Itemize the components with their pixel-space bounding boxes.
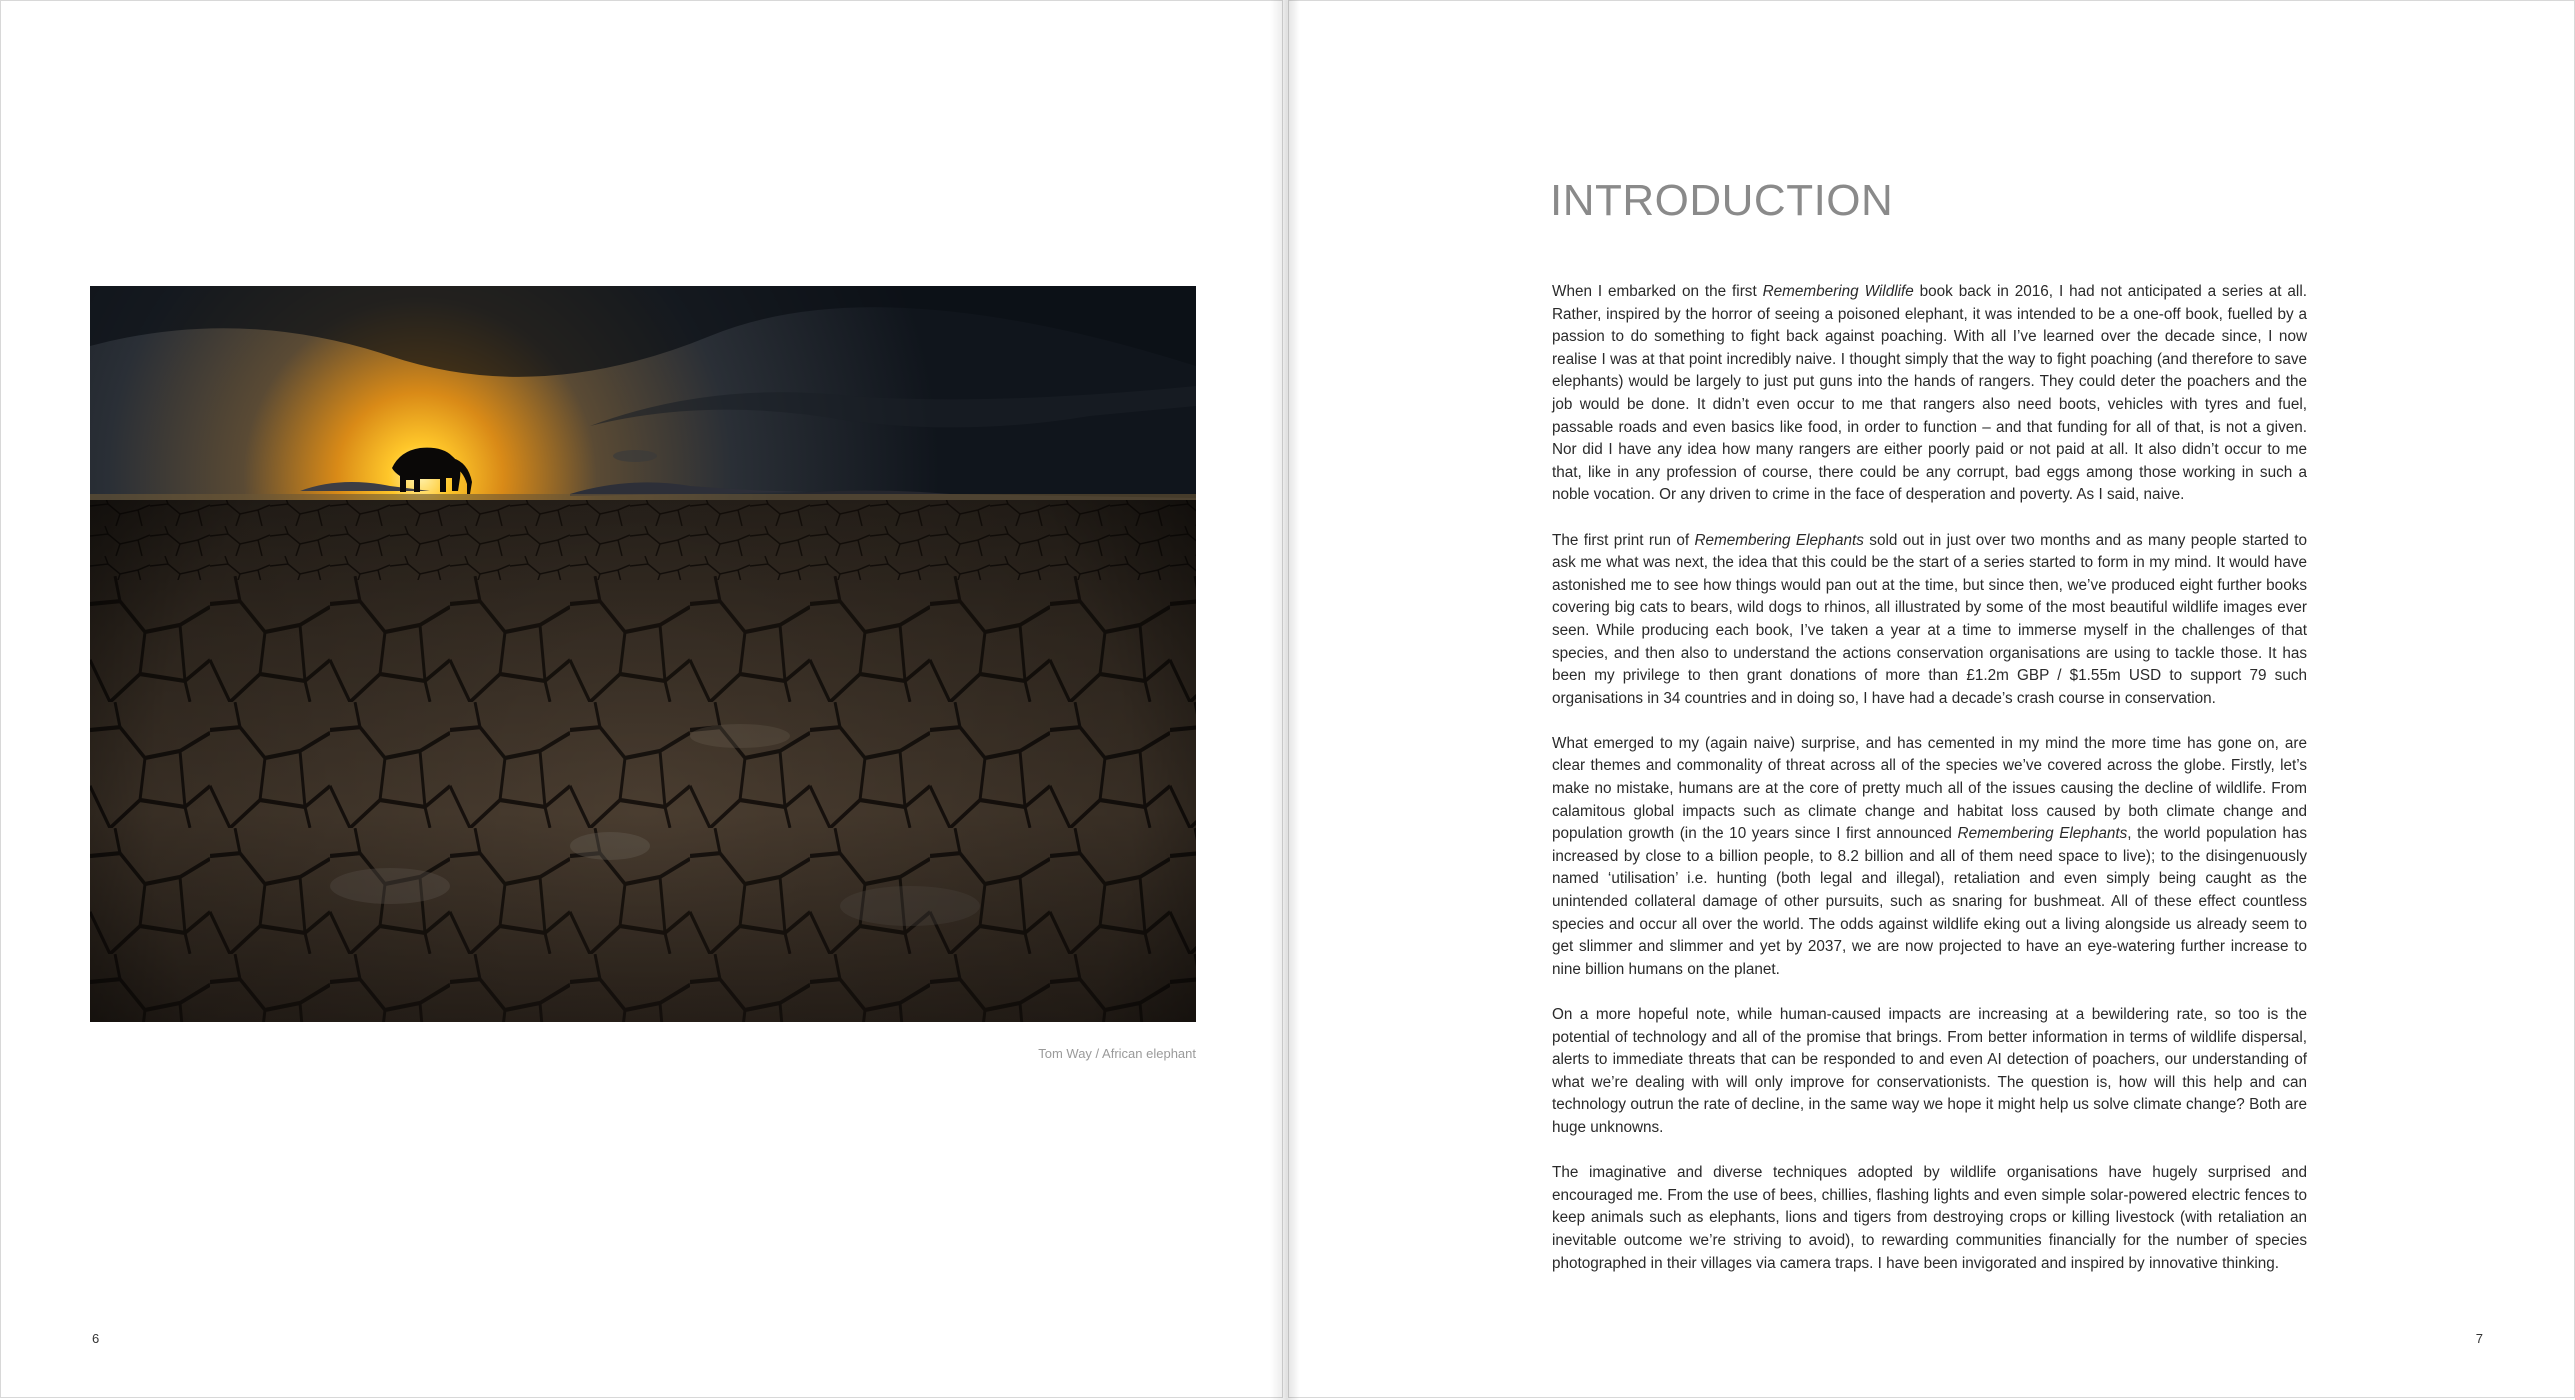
book-title: Remembering Elephants xyxy=(1957,825,2128,843)
paragraph-text: The first print run of xyxy=(1552,531,1695,549)
paragraph-text: , the world population has increased by close to a billion people, to 8.2 billion and all of them need space to live); to the disingenuously named ‘utilisation’ i.e. hunting (both legal and illegal), retaliation and even simply being caught as the unintended collateral damage of other pursuits, such as snaring for bushmeat. All of these effect countless species and occur all over the world. The odds against wildlife eking out a living alongside us already seem to get slimmer and slimmer and yet by 2037, we are now projected to have an eye-watering further increase to nine billion humans on the planet. xyxy=(1552,825,2307,978)
paragraph-text: What emerged to my (again naive) surprise, and has cemented in my mind the more time has gone on, are clear themes and commonality of threat across all of the species we’ve covered across the globe. Firstly, let’s make no mistake, humans are at the core of pretty much all of the issues causing the decline of wildlife. From calamitous global impacts such as climate change and habitat loss caused by both climate change and population growth (in the 10 years since I first announced xyxy=(1552,734,2307,843)
paragraph-text: On a more hopeful note, while human-caused impacts are increasing at a bewildering rate, so too is the potential of technology and all of the promise that brings. From better information in terms of wildlife dispersal, alerts to immediate threats that can be responded to and even AI detection of poachers, our understanding of what we’re dealing with will only improve for conservationists. The question is, how will this help and can technology outrun the rate of decline, in the same way we hope it might help us solve climate change? Both are huge unknowns. xyxy=(1552,1006,2307,1136)
page-number-right: 7 xyxy=(2475,1331,2483,1346)
paragraph xyxy=(1552,1162,2307,1275)
photo-caption: Tom Way / African elephant xyxy=(1038,1046,1196,1061)
elephant-photo xyxy=(90,286,1196,1022)
paragraph xyxy=(1552,733,2307,982)
paragraph-text: sold out in just over two months and as many people started to ask me what was next, the idea that this could be the start of a series started to form in my mind. It would have astonished me to see how things would pan out at the time, but since then, we’ve produced eight further books covering big cats to bears, wild dogs to rhinos, all illustrated by some of the most beautiful wildlife images ever seen. While producing each book, I’ve taken a year at a time to immerse myself in the challenges of that species, and then also to understand the actions conservation organisations are using to tackle those. It has been my privilege to then grant donations of more than £1.2m GBP / $1.55m USD to support 79 such organisations in 34 countries and in doing so, I have had a decade’s crash course in conservation. xyxy=(1552,531,2307,707)
paragraph-text: When I embarked on the first xyxy=(1552,283,1763,300)
book-title: Remembering Elephants xyxy=(1694,531,1864,549)
section-heading: INTRODUCTION xyxy=(1550,176,1894,225)
paragraph-text: book back in 2016, I had not anticipated a series at all. Rather, inspired by the horror of seeing a poisoned elephant, it was intended to be a one-off book, fuelled by a passion to do something to fight back against poaching. With all I’ve learned over the decade since, I now realise I was at that point incredibly naive. I thought simply that the way to fight poaching (and therefore to save elephants) would be largely to just put guns into the hands of rangers. They could deter the poachers and the job would be done. It didn’t even occur to me that rangers also need boots, vehicles with tyres and fuel, passable roads and even basics like food, in order to function – and that funding for all of that, is not a given. Nor did I have any idea how many rangers are either poorly paid or not paid at all. It also didn’t occur to me that, like in any profession of course, there could be any corrupt, bad eggs among those working in such a noble vocation. Or any driven to crime in the face of desperation and poverty. As I said, naive. xyxy=(1552,283,2307,504)
paragraph xyxy=(1552,1004,2307,1140)
book-title: Remembering Wildlife xyxy=(1762,283,1914,300)
paragraph-text: The imaginative and diverse techniques adopted by wildlife organisations have hugely surprised and encouraged me. From the use of bees, chillies, flashing lights and even simple solar-powered electric fences to keep animals such as elephants, lions and tigers from destroying crops or killing livestock (with retaliation an inevitable outcome we’re striving to avoid), to rewarding communities financially for the number of species photographed in their villages via camera traps. I have been invigorated and inspired by innovative thinking. xyxy=(1552,1164,2307,1272)
page-number-left: 6 xyxy=(92,1331,100,1346)
body-text xyxy=(1552,281,2307,1298)
paragraph xyxy=(1552,281,2307,507)
paragraph xyxy=(1552,530,2307,711)
